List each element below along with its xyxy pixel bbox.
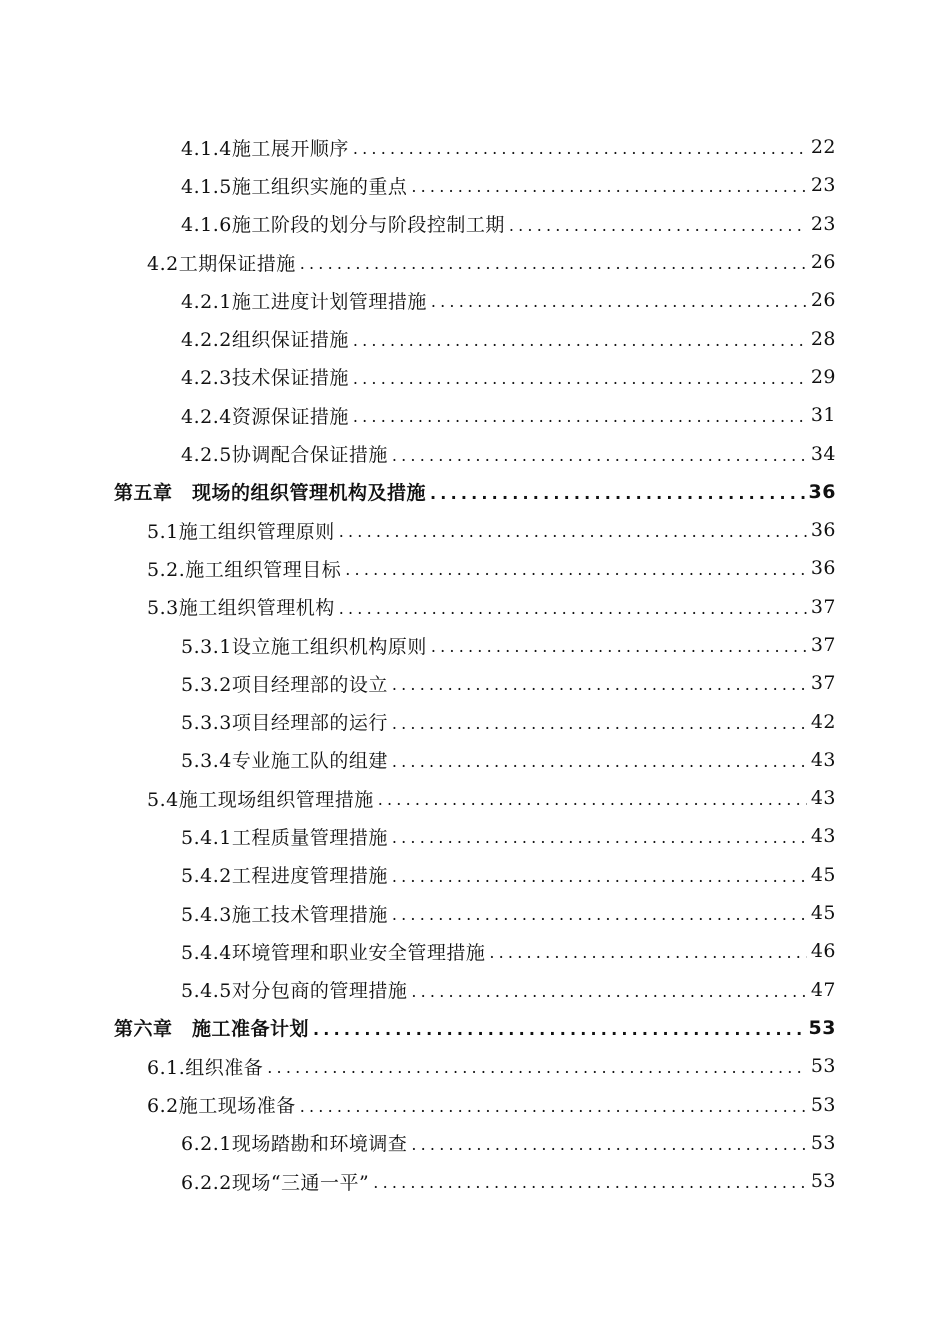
toc-entry-title: 4.2.2组织保证措施 [181, 329, 349, 352]
toc-entry-title: 第五章 现场的组织管理机构及措施 [114, 482, 427, 505]
toc-entry-title: 5.1施工组织管理原则 [147, 520, 335, 543]
dot-leader [353, 333, 807, 349]
toc-entry-page-number: 36 [810, 519, 836, 542]
toc-entry[interactable] [0, 243, 950, 281]
dot-leader [411, 1137, 806, 1153]
dot-leader [353, 409, 807, 425]
toc-entry[interactable] [0, 281, 950, 319]
toc-entry-title: 6.2.1现场踏勘和环境调查 [181, 1133, 408, 1156]
toc-entry-title: 5.2.施工组织管理目标 [147, 558, 342, 581]
toc-entry[interactable] [0, 971, 950, 1009]
dot-leader [430, 486, 805, 502]
toc-entry-title: 5.4.1工程质量管理措施 [181, 826, 388, 849]
toc-entry[interactable] [0, 702, 950, 740]
dot-leader [431, 294, 807, 310]
toc-entry-page-number: 42 [810, 710, 836, 733]
toc-entry[interactable] [0, 779, 950, 817]
toc-entry-page-number: 43 [810, 787, 836, 810]
dot-leader [411, 179, 806, 195]
toc-entry-page-number: 37 [810, 634, 836, 656]
toc-entry[interactable] [0, 1009, 950, 1047]
toc-entry-title: 6.2.2现场“三通一平” [181, 1171, 370, 1194]
toc-entry-title: 5.4.2工程进度管理措施 [181, 865, 388, 888]
toc-entry-page-number: 36 [808, 480, 836, 503]
toc-entry-title: 4.1.6施工阶段的划分与阶段控制工期 [181, 214, 505, 237]
toc-entry-page-number: 53 [810, 1170, 836, 1193]
dot-leader [353, 141, 807, 157]
toc-entry-page-number: 45 [810, 863, 836, 886]
dot-leader [339, 524, 807, 540]
toc-entry-title: 4.2.3技术保证措施 [181, 367, 349, 390]
toc-entry-title: 5.3.4专业施工队的组建 [181, 750, 388, 773]
toc-entry[interactable] [0, 856, 950, 894]
toc-entry[interactable] [0, 549, 950, 587]
toc-entry-title: 5.4.5对分包商的管理措施 [181, 980, 408, 1003]
toc-entry[interactable] [0, 1047, 950, 1085]
toc-entry-title: 4.1.5施工组织实施的重点 [181, 175, 408, 198]
toc-entry-page-number: 53 [810, 1093, 836, 1116]
toc-entry[interactable] [0, 473, 950, 511]
dot-leader [392, 754, 807, 770]
toc-entry[interactable] [0, 626, 950, 664]
table-of-contents [0, 128, 950, 1200]
dot-leader [300, 256, 807, 272]
toc-entry-title: 5.3.3项目经理部的运行 [181, 712, 388, 735]
toc-entry-title: 5.3.2项目经理部的设立 [181, 673, 388, 696]
toc-entry-title: 4.2.1施工进度计划管理措施 [181, 290, 427, 313]
toc-entry-page-number: 43 [810, 825, 836, 848]
toc-entry[interactable] [0, 511, 950, 549]
dot-leader [267, 1060, 807, 1076]
dot-leader [431, 639, 807, 655]
toc-entry-page-number: 37 [810, 672, 836, 695]
toc-entry[interactable] [0, 396, 950, 434]
toc-entry-title: 6.1.组织准备 [147, 1056, 264, 1079]
toc-entry[interactable] [0, 128, 950, 166]
toc-entry[interactable] [0, 894, 950, 932]
dot-leader [392, 448, 807, 464]
toc-entry[interactable] [0, 319, 950, 357]
toc-entry-title: 4.2.5协调配合保证措施 [181, 444, 388, 467]
toc-entry-page-number: 47 [810, 978, 836, 1001]
toc-entry-page-number: 26 [810, 251, 836, 274]
toc-entry-page-number: 22 [810, 136, 836, 159]
toc-entry-page-number: 53 [810, 1131, 836, 1154]
toc-entry[interactable] [0, 205, 950, 243]
toc-entry[interactable] [0, 166, 950, 204]
toc-entry[interactable] [0, 1162, 950, 1200]
toc-entry-page-number: 37 [810, 595, 836, 618]
toc-entry-page-number: 43 [810, 748, 836, 771]
toc-entry-title: 4.2工期保证措施 [147, 252, 296, 275]
toc-entry[interactable] [0, 1124, 950, 1162]
toc-entry-page-number: 45 [810, 902, 836, 925]
dot-leader [392, 677, 807, 693]
dot-leader [392, 907, 807, 923]
toc-entry-page-number: 53 [808, 1016, 836, 1039]
toc-entry-page-number: 23 [810, 212, 836, 235]
dot-leader [300, 1099, 807, 1115]
dot-leader [392, 716, 807, 732]
dot-leader [509, 218, 807, 234]
toc-entry-page-number: 46 [810, 940, 836, 963]
dot-leader [373, 1175, 807, 1191]
toc-entry-page-number: 34 [810, 442, 836, 465]
toc-entry-title: 5.4.4环境管理和职业安全管理措施 [181, 941, 486, 964]
dot-leader [339, 601, 807, 617]
dot-leader [489, 945, 806, 961]
toc-entry-page-number: 26 [810, 289, 836, 312]
toc-entry-title: 5.3施工组织管理机构 [147, 597, 335, 620]
dot-leader [353, 371, 807, 387]
toc-entry[interactable] [0, 664, 950, 702]
toc-entry-page-number: 28 [810, 327, 836, 350]
toc-entry-page-number: 29 [810, 365, 836, 388]
toc-entry[interactable] [0, 434, 950, 472]
toc-entry[interactable] [0, 741, 950, 779]
toc-entry-page-number: 36 [810, 557, 836, 580]
dot-leader [411, 984, 806, 1000]
toc-entry-title: 4.1.4施工展开顺序 [181, 137, 349, 160]
dot-leader [313, 1022, 805, 1038]
toc-entry-page-number: 31 [810, 404, 836, 427]
toc-entry-title: 6.2施工现场准备 [147, 1095, 296, 1118]
toc-entry-title: 5.3.1设立施工组织机构原则 [181, 635, 427, 658]
dot-leader [392, 869, 807, 885]
dot-leader [378, 792, 807, 808]
toc-entry-page-number: 53 [810, 1055, 836, 1078]
toc-entry[interactable] [0, 588, 950, 626]
dot-leader [392, 830, 807, 846]
toc-entry[interactable] [0, 1085, 950, 1123]
toc-entry[interactable] [0, 358, 950, 396]
toc-entry[interactable] [0, 932, 950, 970]
toc-entry-title: 5.4.3施工技术管理措施 [181, 903, 388, 926]
toc-entry-page-number: 23 [810, 174, 836, 197]
dot-leader [345, 562, 807, 578]
toc-entry-title: 第六章 施工准备计划 [114, 1018, 310, 1041]
toc-entry-title: 4.2.4资源保证措施 [181, 405, 349, 428]
toc-entry-title: 5.4施工现场组织管理措施 [147, 788, 374, 811]
toc-entry[interactable] [0, 817, 950, 855]
